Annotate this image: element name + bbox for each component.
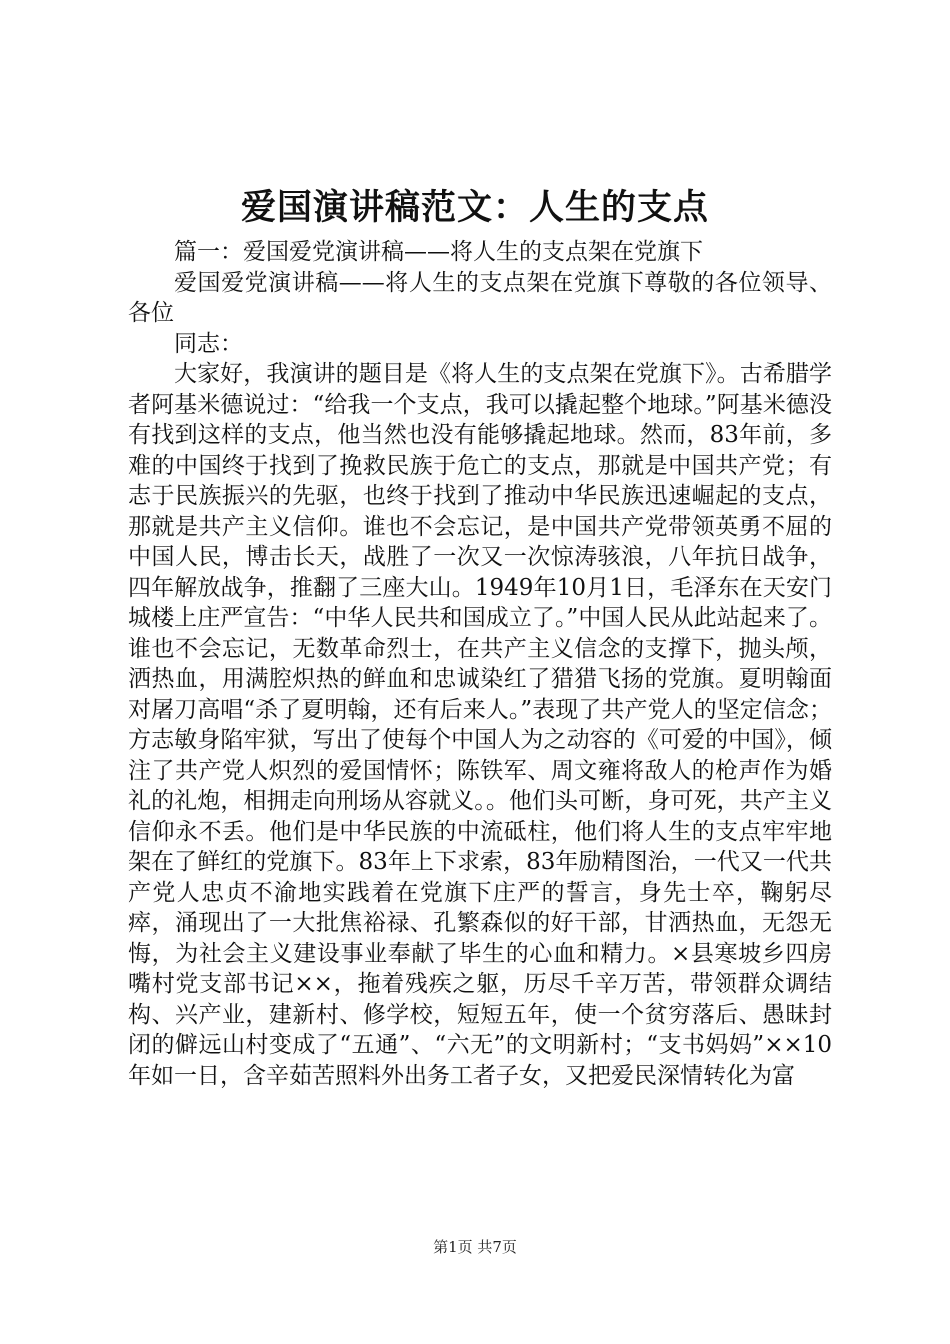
paragraph-body: 大家好，我演讲的题目是《将人生的支点架在党旗下》。古希腊学者阿基米德说过：“给我一个支点，我可以撬起整个地球。”阿基米德没有找到这样的支点，他当然也没有能够撬起地球。然而，83年前，多难的中国终于找到了挽救民族于危亡的支点，那就是中国共产党；有志于民族振兴的先驱，也终于找到了推动中华民族迅速崛起的支点，那就是共产主义信仰。谁也不会忘记，是中国共产党带领英勇不屈的中国人民，博击长天，战胜了一次又一次惊涛骇浪，八年抗日战争，四年解放战争，推翻了三座大山。1949年10月1日，毛泽东在天安门城楼上庄严宣告：“中华人民共和国成立了。”中国人民从此站起来了。谁也不会忘记，无数革命烈士，在共产主义信念的支撑下，抛头颅，洒热血，用满腔炽热的鲜血和忠诚染红了猎猎飞扬的党旗。夏明翰面对屠刀高唱“杀了夏明翰，还有后来人。”表现了共产党人的坚定信念；方志敏身陷牢狱，写出了使每个中国人为之动容的《可爱的中国》，倾注了共产党人炽烈的爱国情怀；陈铁军、周文雍将敌人的枪声作为婚礼的礼炮，相拥走向刑场从容就义。。他们头可断，身可死，共产主义信仰永不丢。他们是中华民族的中流砥柱，他们将人生的支点牢牢地架在了鲜红的党旗下。83年上下求索，83年励精图治，一代又一代共产党人忠贞不渝地实践着在党旗下庄严的誓言，身先士卒，鞠躬尽瘁，涌现出了一大批焦裕禄、孔繁森似的好干部，甘洒热血，无怨无悔，为社会主义建设事业奉献了毕生的心血和精力。×县寒坡乡四房嘴村党支部书记××，拖着残疾之躯，历尽千辛万苦，带领群众调结构、兴产业，建新村、修学校，短短五年，使一个贫穷落后、愚昧封闭的僻远山村变成了“五通”、“六无”的文明新村；“支书妈妈”××10年如一日，含辛茹苦照料外出务工者子女，又把爱民深情转化为富	[128, 361, 832, 1089]
page-number-footer: 第1页 共7页	[433, 1238, 517, 1256]
document-title: 爱国演讲稿范文：人生的支点	[240, 187, 709, 228]
document-body	[128, 237, 832, 1091]
paragraph-subtitle: 爱国爱党演讲稿——将人生的支点架在党旗下尊敬的各位领导、各位	[128, 269, 832, 326]
paragraph-heading: 篇一：爱国爱党演讲稿——将人生的支点架在党旗下	[174, 239, 703, 265]
paragraph-salutation: 同志：	[174, 330, 243, 357]
